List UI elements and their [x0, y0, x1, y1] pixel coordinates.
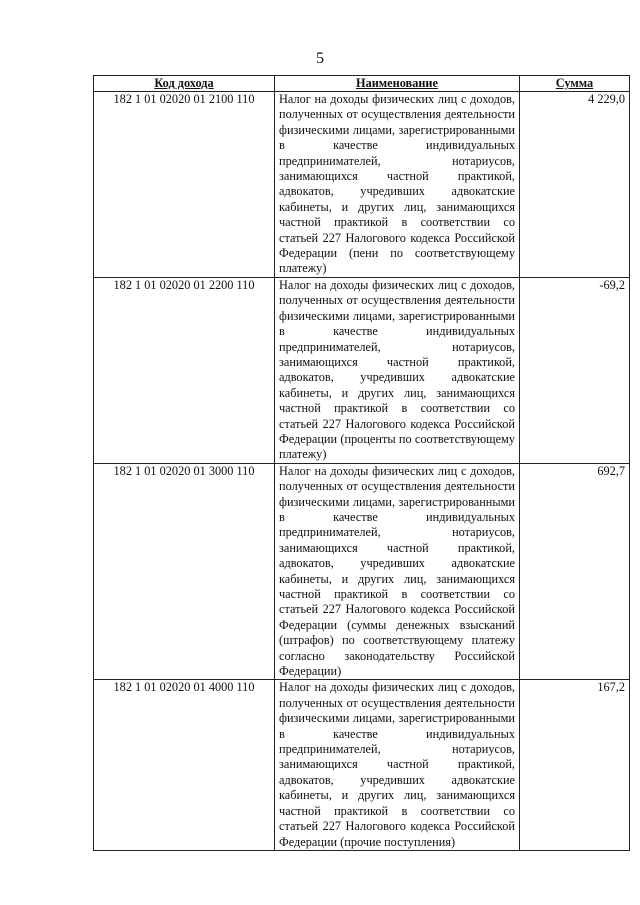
income-name-cell: Налог на доходы физических лиц с доходов, полученных от осуществления деятельности физическими лицами, зарегистрированными в качестве индивидуальных предпринимателей, нотариусов, занимающихся частной практикой, адвокатов, учредивших адвокатские кабинеты, и других лиц, занимающихся частной практикой в соответствии со статьей 227 Налогового кодекса Российской Федерации (пени по соответствующему платежу) — [275, 92, 520, 278]
table-row — [94, 277, 630, 463]
income-name-cell: Налог на доходы физических лиц с доходов, полученных от осуществления деятельности физическими лицами, зарегистрированными в качестве индивидуальных предпринимателей, нотариусов, занимающихся частной практикой, адвокатов, учредивших адвокатские кабинеты, и других лиц, занимающихся частной практикой в соответствии со статьей 227 Налогового кодекса Российской Федерации (прочие поступления) — [275, 680, 520, 850]
income-code-cell: 182 1 01 02020 01 2100 110 — [94, 92, 275, 278]
income-code-cell: 182 1 01 02020 01 2200 110 — [94, 277, 275, 463]
table-row — [94, 680, 630, 850]
header-name: Наименование — [275, 76, 520, 92]
income-name-cell: Налог на доходы физических лиц с доходов, полученных от осуществления деятельности физическими лицами, зарегистрированными в качестве индивидуальных предпринимателей, нотариусов, занимающихся частной практикой, адвокатов, учредивших адвокатские кабинеты, и других лиц, занимающихся частной практикой в соответствии со статьей 227 Налогового кодекса Российской Федерации (суммы денежных взысканий (штрафов) по соответствующему платежу согласно законодательству Российской Федерации) — [275, 463, 520, 680]
income-sum-cell: -69,2 — [520, 277, 630, 463]
header-sum: Сумма — [520, 76, 630, 92]
income-sum-cell: 167,2 — [520, 680, 630, 850]
page-number: 5 — [316, 50, 324, 67]
table-row — [94, 463, 630, 680]
income-sum-cell: 692,7 — [520, 463, 630, 680]
income-table — [93, 75, 630, 851]
income-code-cell: 182 1 01 02020 01 3000 110 — [94, 463, 275, 680]
table-header-row — [94, 76, 630, 92]
table-row — [94, 92, 630, 278]
income-code-cell: 182 1 01 02020 01 4000 110 — [94, 680, 275, 850]
income-sum-cell: 4 229,0 — [520, 92, 630, 278]
income-name-cell: Налог на доходы физических лиц с доходов, полученных от осуществления деятельности физическими лицами, зарегистрированными в качестве индивидуальных предпринимателей, нотариусов, занимающихся частной практикой, адвокатов, учредивших адвокатские кабинеты, и других лиц, занимающихся частной практикой в соответствии со статьей 227 Налогового кодекса Российской Федерации (проценты по соответствующему платежу) — [275, 277, 520, 463]
header-code: Код дохода — [94, 76, 275, 92]
